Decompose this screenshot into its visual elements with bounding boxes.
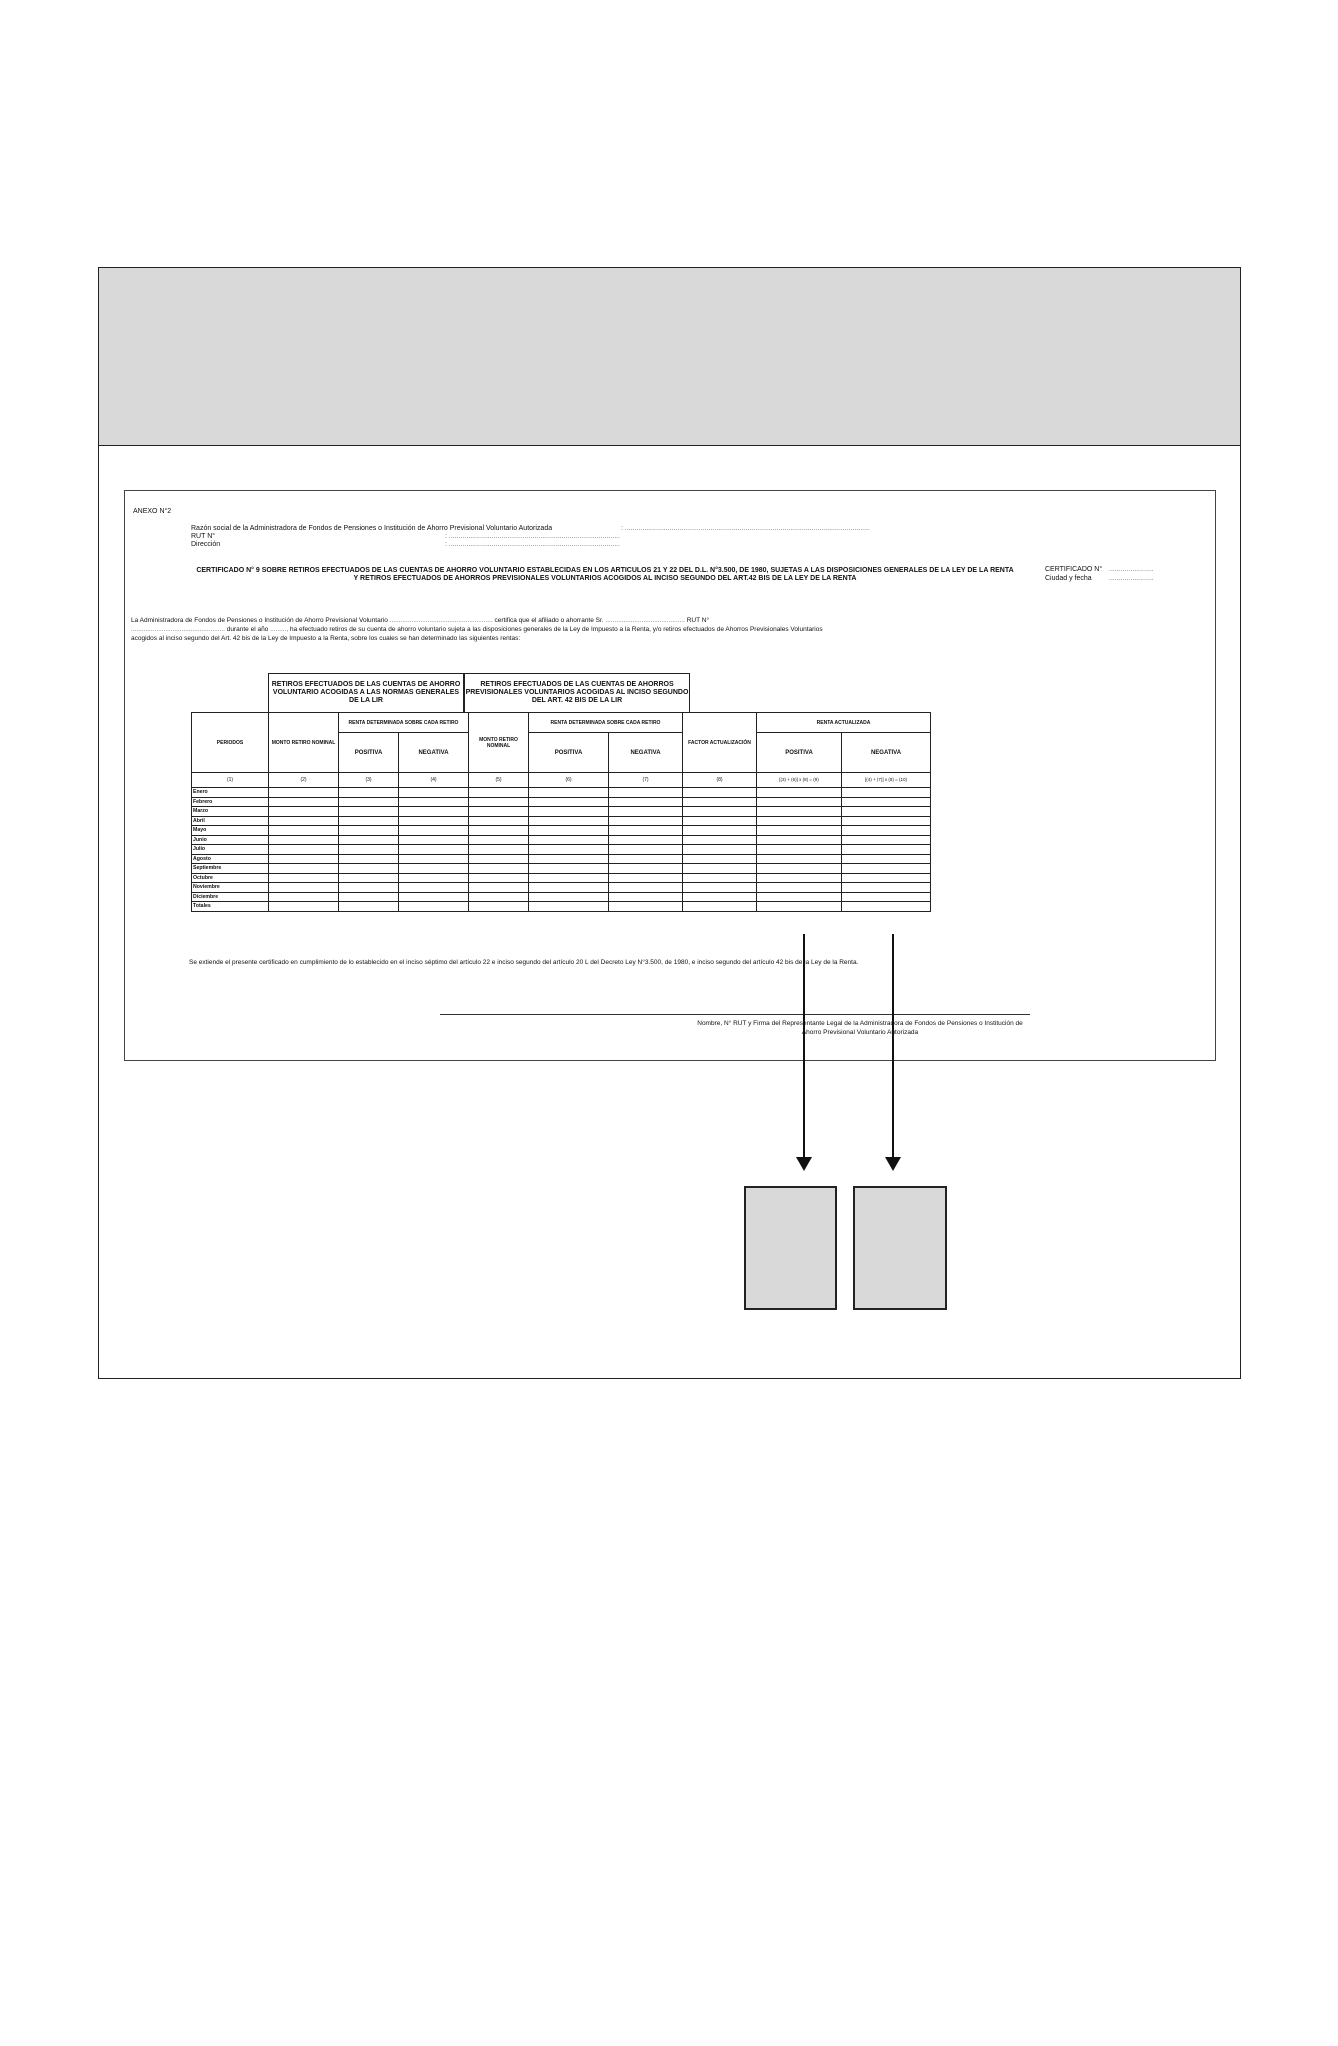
intro-line3: acogidos al inciso segundo del Art. 42 bis de la Ley de Impuesto a la Renta, sobre los cuales se han determinado las siguientes rentas: bbox=[131, 635, 521, 642]
month-cell: Marzo bbox=[192, 807, 269, 817]
month-cell: Noviembre bbox=[192, 883, 269, 893]
col-positiva-2: POSITIVA bbox=[529, 733, 609, 773]
month-cell: Febrero bbox=[192, 797, 269, 807]
footer-text: Se extiende el presente certificado en cumplimiento de lo establecido en el inciso séptimo del artículo 22 e inciso segundo del artículo 20 L del Decreto Ley N°3.500, de 1980, e inciso segundo del artículo 42 bis de la Ley de la Renta. bbox=[189, 959, 859, 966]
gray-box-positiva bbox=[744, 1186, 837, 1310]
rut-line: : ........................................................................................ bbox=[445, 533, 621, 540]
intro-line2a: durante el año bbox=[226, 626, 269, 633]
col-positiva-1: POSITIVA bbox=[339, 733, 399, 773]
month-cell: Totales bbox=[192, 902, 269, 912]
razon-social-line: : .............................................................................................................................. bbox=[621, 525, 870, 532]
razon-social-label: Razón social de la Administradora de Fondos de Pensiones o Institución de Ahorro Previsional Voluntario Autorizada bbox=[191, 525, 553, 532]
col-number: [(4) + (7)] x (8) = (10) bbox=[842, 773, 931, 788]
ciudad-fecha-line: ....................... bbox=[1109, 575, 1154, 582]
col-number: (1) bbox=[192, 773, 269, 788]
col-monto-retiro-2: MONTO RETIRO NOMINAL bbox=[469, 713, 529, 773]
col-negativa-1: NEGATIVA bbox=[399, 733, 469, 773]
month-cell: Mayo bbox=[192, 826, 269, 836]
col-number: (2) bbox=[269, 773, 339, 788]
month-cell: Septiembre bbox=[192, 864, 269, 874]
certificado-number-label: CERTIFICADO N° bbox=[1045, 566, 1103, 573]
col-number: (7) bbox=[609, 773, 683, 788]
col-negativa-2: NEGATIVA bbox=[609, 733, 683, 773]
intro-line1b: certifica que el afiliado o ahorrante Sr. bbox=[494, 617, 604, 624]
direccion-label: Dirección bbox=[191, 541, 221, 548]
col-number: [(3) + (6)] x (8) = (9) bbox=[757, 773, 842, 788]
col-negativa-3: NEGATIVA bbox=[842, 733, 931, 773]
col-renta-determinada-1: RENTA DETERMINADA SOBRE CADA RETIRO bbox=[339, 713, 469, 733]
month-cell: Octubre bbox=[192, 873, 269, 883]
col-factor-actualizacion: FACTOR ACTUALIZACIÓN bbox=[683, 713, 757, 773]
month-cell: Enero bbox=[192, 788, 269, 798]
col-number: (8) bbox=[683, 773, 757, 788]
certificate-title: CERTIFICADO N° 9 SOBRE RETIROS EFECTUADOS DE LAS CUENTAS DE AHORRO VOLUNTARIO ESTABLECIDAS EN LOS ARTICULOS 21 Y 22 DEL D.L. N°3.500, DE 1980, SUJETAS A LAS DISPOSICIONES GENERALES DE LA LEY DE LA RENTA Y RETIROS EFECTUADOS DE AHORROS PREVISIONALES VOLUNTARIOS ACOGIDOS AL INCISO SEGUNDO DEL ART.42 BIS DE LA LEY DE LA RENTA bbox=[196, 567, 1014, 582]
outer-frame bbox=[98, 267, 1241, 1379]
month-cell: Julio bbox=[192, 845, 269, 855]
col-number: (6) bbox=[529, 773, 609, 788]
ciudad-fecha-label: Ciudad y fecha bbox=[1045, 575, 1092, 582]
col-positiva-3: POSITIVA bbox=[757, 733, 842, 773]
intro-line1c: RUT N° bbox=[686, 617, 710, 624]
col-number: (5) bbox=[469, 773, 529, 788]
certificado-number-line: ....................... bbox=[1109, 566, 1154, 573]
arrow-head-positiva bbox=[796, 1157, 812, 1171]
col-renta-determinada-2: RENTA DETERMINADA SOBRE CADA RETIRO bbox=[529, 713, 683, 733]
anexo-label: ANEXO N°2 bbox=[133, 508, 172, 515]
month-cell: Agosto bbox=[192, 854, 269, 864]
group-header-general: RETIROS EFECTUADOS DE LAS CUENTAS DE AHORRO VOLUNTARIO ACOGIDAS A LAS NORMAS GENERALES DE LA LIR bbox=[268, 673, 464, 713]
col-periodos: PERIODOS bbox=[192, 713, 269, 773]
col-monto-retiro-1: MONTO RETIRO NOMINAL bbox=[269, 713, 339, 773]
arrow-head-negativa bbox=[885, 1157, 901, 1171]
arrows-overlay bbox=[99, 268, 1242, 1380]
intro-paragraph: La Administradora de Fondos de Pensiones o Institución de Ahorro Previsional Voluntario ......................................................... certifica que el afiliado o ahorrante Sr. ............................................ RUT N° .................................................... durante el año ........., ha efectuado retiros de su cuenta de ahorro voluntario sujeta a las disposiciones generales de la Ley de Impuesto a la Renta, y/o retiros efectuados de Ahorros Previsionales Voluntarios acogidos al inciso segundo del Art. 42 bis de la Ley de Impuesto a la Renta, sobre los cuales se han determinado las siguientes rentas: bbox=[131, 617, 823, 642]
intro-line1a: La Administradora de Fondos de Pensiones o Institución de Ahorro Previsional Voluntario bbox=[131, 617, 388, 624]
month-cell: Diciembre bbox=[192, 892, 269, 902]
signature-caption: Nombre, N° RUT y Firma del Representante Legal de la Administradora de Fondos de Pensiones o Institución de Ahorro Previsional Voluntario Autorizada bbox=[697, 1020, 1023, 1036]
col-number: (3) bbox=[339, 773, 399, 788]
month-cell: Junio bbox=[192, 835, 269, 845]
col-renta-actualizada: RENTA ACTUALIZADA bbox=[757, 713, 931, 733]
rut-label: RUT N° bbox=[191, 533, 216, 540]
group-header-apv: RETIROS EFECTUADOS DE LAS CUENTAS DE AHORROS PREVISIONALES VOLUNTARIOS ACOGIDAS AL INCISO SEGUNDO DEL ART. 42 BIS DE LA LIR bbox=[464, 673, 690, 713]
col-number: (4) bbox=[399, 773, 469, 788]
direccion-line: : ........................................................................................ bbox=[445, 541, 621, 548]
month-cell: Abril bbox=[192, 816, 269, 826]
gray-box-negativa bbox=[853, 1186, 947, 1310]
intro-line2b: ha efectuado retiros de su cuenta de ahorro voluntario sujeta a las disposiciones generales de la Ley de Impuesto a la Renta, y/o retiros efectuados de Ahorros Previsionales Voluntarios bbox=[289, 626, 823, 633]
